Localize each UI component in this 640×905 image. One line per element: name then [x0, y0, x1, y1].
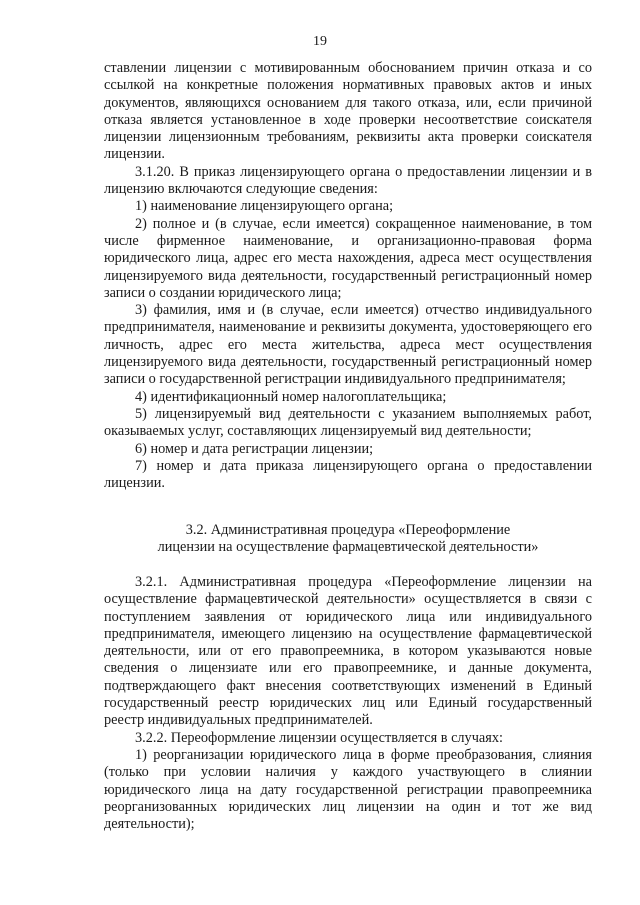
section-heading	[104, 522, 592, 557]
body-block-2	[104, 574, 592, 833]
list-item: 6) номер и дата регистрации лицензии;	[135, 440, 374, 457]
list-item: 7) номер и дата приказа лицензирующего органа о предоставлении лицензии.	[104, 457, 592, 492]
paragraph: 3.2.1. Административная процедура «Переоформление лицензии на осуществление фармацевтической деятельности» осуществляется в связи с поступлением заявления от юридического лица или индивидуального предпринимателя, имеющего лицензию на осуществление фармацевтической деятельности, или от его правопреемника, в котором указываются новые сведения о лицензиате или его правопреемнике, и данные документа, подтверждающего факт внесения соответствующих изменений в Единый государственный реестр юридических лиц или Единый государственный реестр индивидуальных предпринимателей.	[104, 574, 592, 729]
list-item: 3) фамилия, имя и (в случае, если имеется) отчество индивидуального предпринимателя, наименование и реквизиты документа, удостоверяющего его личность, адрес его места жительства, адреса мест осуществления лицензируемого вида деятельности, государственный регистрационный номер записи о государственной регистрации индивидуального предпринимателя;	[104, 302, 592, 388]
list-item: 1) наименование лицензирующего органа;	[135, 198, 394, 215]
list-item: 5) лицензируемый вид деятельности с указанием выполняемых работ, оказываемых услуг, составляющих лицензируемый вид деятельности;	[104, 405, 592, 440]
list-item: 1) реорганизации юридического лица в форме преобразования, слияния (только при условии наличия у каждого участвующего в слиянии юридического лица на дату государственной регистрации правопреемника реорганизованных юридических лиц лицензии на один и тот же вид деятельности);	[104, 746, 592, 833]
heading-line-2: лицензии на осуществление фармацевтической деятельности»	[157, 539, 539, 556]
page-number: 19	[313, 34, 327, 49]
paragraph: 3.2.2. Переоформление лицензии осуществляется в случаях:	[135, 729, 503, 746]
list-item: 4) идентификационный номер налогоплательщика;	[135, 388, 447, 405]
list-item: 2) полное и (в случае, если имеется) сокращенное наименование, в том числе фирменное наименование, и организационно-правовая форма юридического лица, адрес его места нахождения, адреса мест осуществления лицензируемого вида деятельности, государственный регистрационный номер записи о создании юридического лица;	[104, 215, 592, 301]
paragraph: 3.1.20. В приказ лицензирующего органа о предоставлении лицензии и в лицензию включаются следующие сведения:	[104, 163, 592, 198]
body-block-1	[104, 60, 592, 492]
heading-line-1: 3.2. Административная процедура «Переоформление	[185, 522, 511, 538]
paragraph: ставлении лицензии с мотивированным обоснованием причин отказа и со ссылкой на конкретные положения нормативных правовых актов и иных документов, являющихся основанием для такого отказа, или, если причиной отказа является установленное в ходе проверки несоответствие соискателя лицензии лицензионным требованиям, реквизиты акта проверки соискателя лицензии.	[104, 60, 592, 163]
